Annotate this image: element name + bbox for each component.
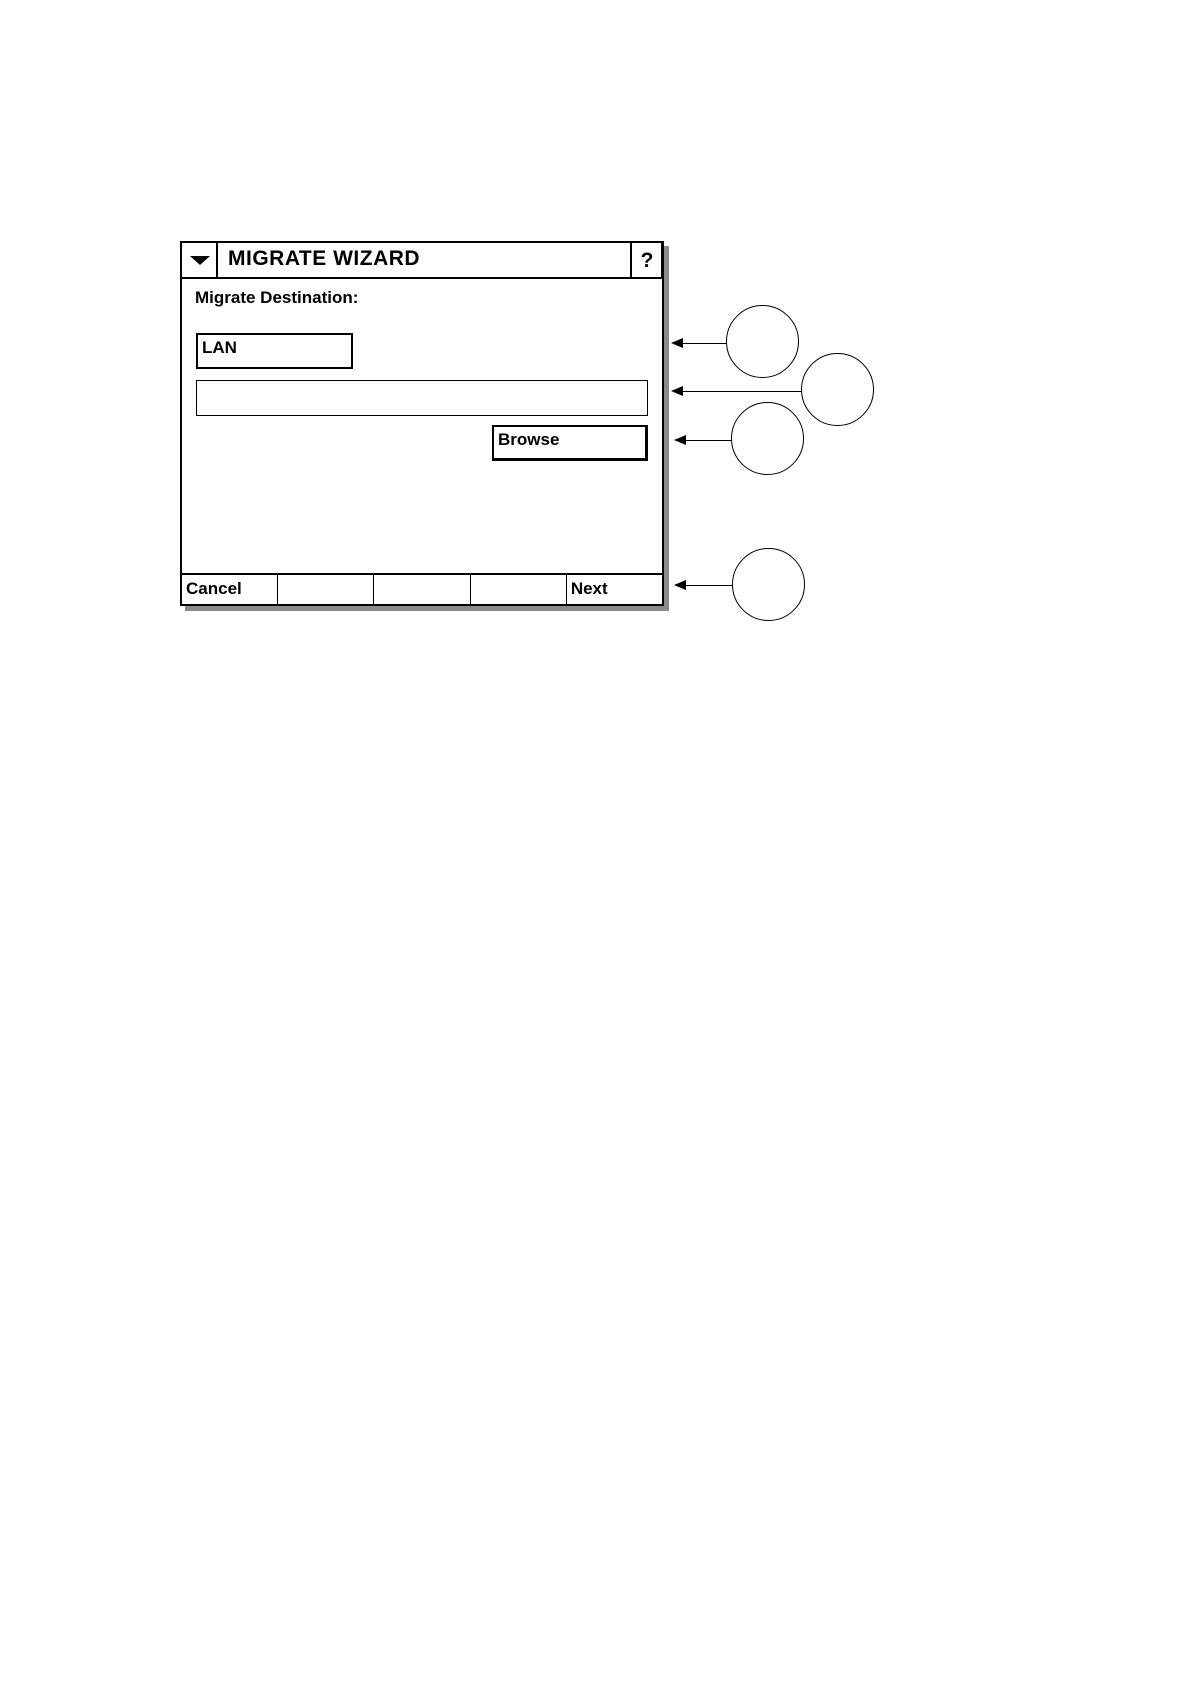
softkey-2[interactable] xyxy=(278,575,374,604)
softkey-4[interactable] xyxy=(471,575,567,604)
callout-line-3 xyxy=(685,440,732,441)
callout-circle-1 xyxy=(726,305,799,378)
triangle-down-icon xyxy=(190,256,210,265)
callout-line-2 xyxy=(682,391,802,392)
title-bar xyxy=(182,243,662,279)
callout-circle-4 xyxy=(732,548,805,621)
destination-label: Migrate Destination: xyxy=(195,288,359,307)
browse-button[interactable]: Browse xyxy=(492,425,648,461)
window-title: MIGRATE WIZARD xyxy=(228,247,421,270)
callout-circle-3 xyxy=(731,402,804,475)
callout-circle-2 xyxy=(801,353,874,426)
destination-path-input[interactable] xyxy=(196,380,648,416)
window-menu-button[interactable] xyxy=(182,243,218,277)
softkey-3[interactable] xyxy=(374,575,470,604)
migrate-wizard-window xyxy=(180,241,664,606)
callout-line-4 xyxy=(685,585,733,586)
next-button[interactable]: Next xyxy=(570,579,608,598)
help-button[interactable]: ? xyxy=(630,243,662,277)
softkey-bar xyxy=(182,573,662,604)
cancel-button[interactable]: Cancel xyxy=(182,575,278,604)
callout-line-1 xyxy=(682,343,727,344)
destination-select[interactable]: LAN xyxy=(196,333,353,369)
